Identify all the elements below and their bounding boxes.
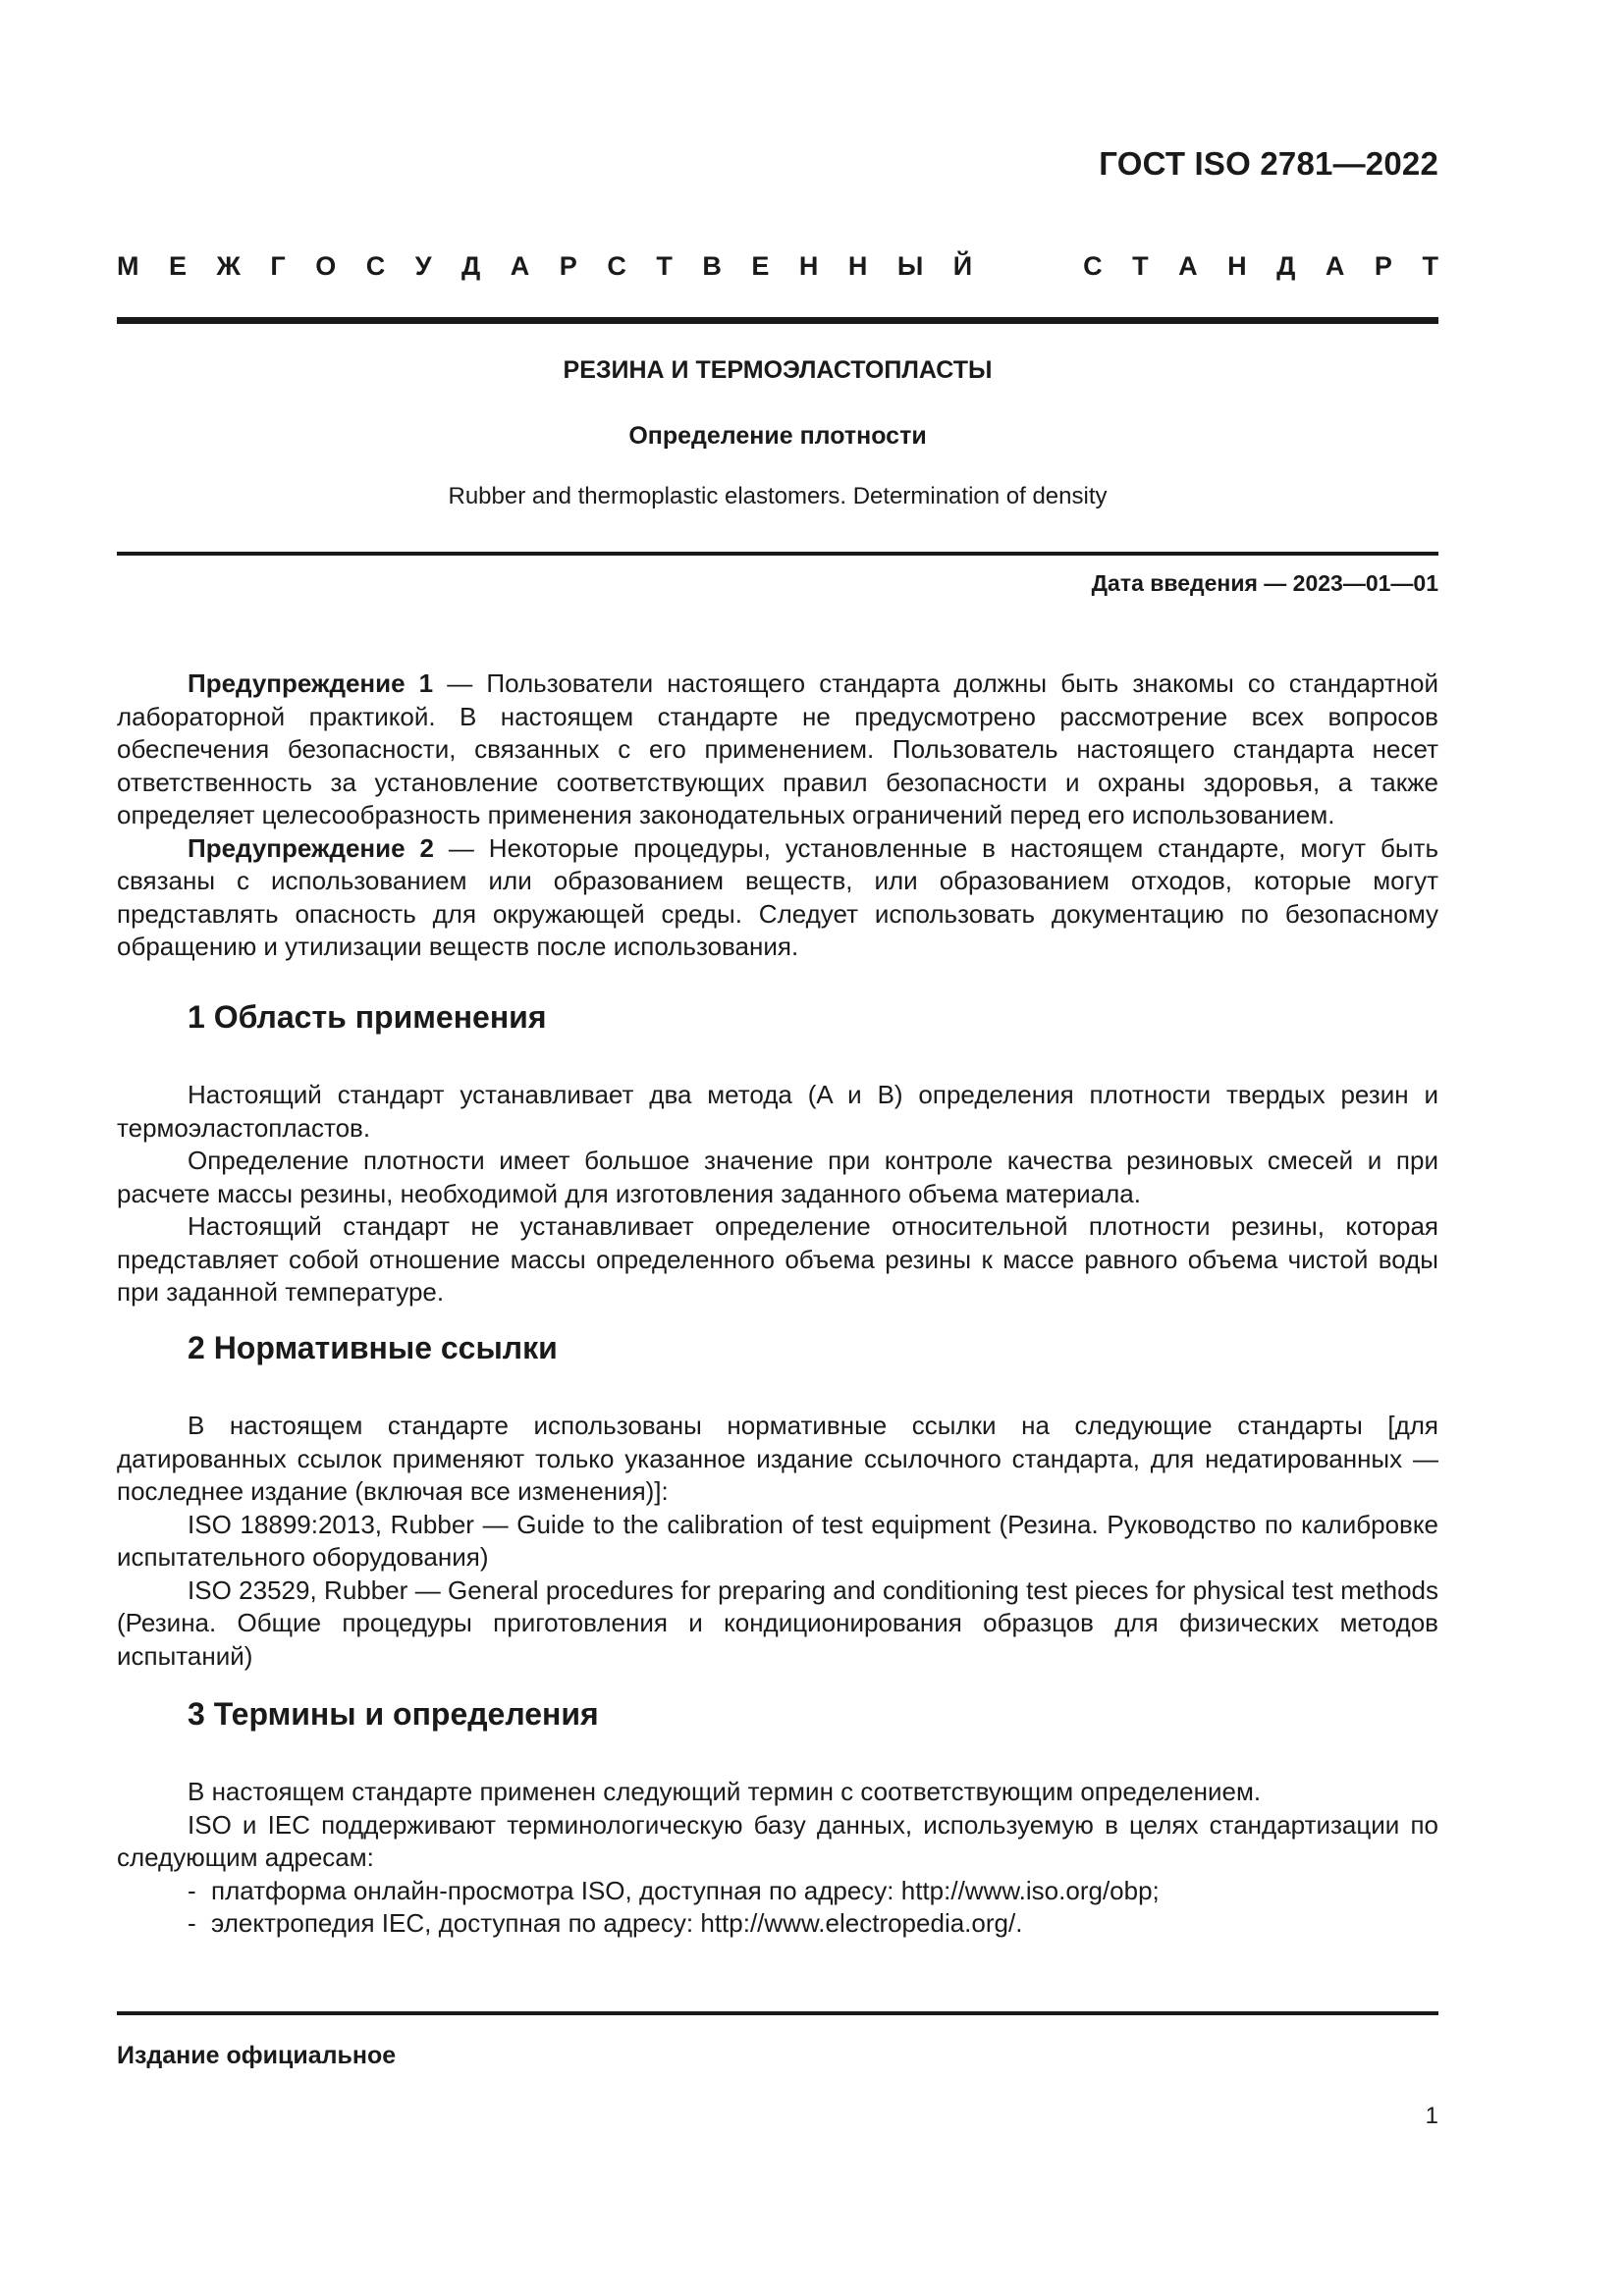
banner-letter: М: [117, 251, 139, 281]
document-page: [117, 0, 1438, 2296]
section-1-heading: 1 Область применения: [188, 999, 547, 1035]
banner-letter: А: [1325, 251, 1345, 281]
banner-letter: Ы: [896, 251, 924, 281]
section-2-body: [117, 1410, 1438, 1673]
banner-letter: С: [1083, 251, 1103, 281]
banner-letter: А: [510, 251, 530, 281]
section-3-body: [117, 1776, 1438, 1941]
banner-letter: В: [702, 251, 722, 281]
document-number: ГОСТ ISO 2781—2022: [1099, 145, 1438, 182]
terminology-database-list: [117, 1875, 1438, 1941]
title-divider: [117, 552, 1438, 556]
introduction-date: Дата введения — 2023—01—01: [1091, 570, 1438, 596]
banner-letter: С: [365, 251, 386, 281]
banner-letter: Е: [169, 251, 188, 281]
banner-word-gap: [1002, 251, 1054, 282]
banner-letter: А: [1178, 251, 1198, 281]
interstate-standard-banner: [117, 251, 1438, 282]
standard-title-english: Rubber and thermoplastic elastomers. Determination of density: [448, 483, 1108, 509]
banner-letter: Е: [751, 251, 770, 281]
banner-letter: У: [414, 251, 432, 281]
banner-letter: Т: [656, 251, 673, 281]
standard-title: РЕЗИНА И ТЕРМОЭЛАСТОПЛАСТЫ: [563, 356, 993, 384]
header-divider: [117, 317, 1438, 324]
warning-2: [117, 832, 1438, 964]
banner-letter: Й: [952, 251, 973, 281]
normative-reference-iso-18899: ISO 18899:2013, Rubber — Guide to the calibration of test equipment (Резина. Руководство по калибровке испытательного оборудования): [117, 1509, 1438, 1572]
normative-reference-iso-23529: ISO 23529, Rubber — General procedures for preparing and conditioning test pieces for physical test methods (Резина. Общие процедуры приготовления и кондиционирования образцов для физических методов испытаний): [117, 1575, 1438, 1671]
banner-letter: Т: [1422, 251, 1438, 281]
warning-2-lead: Предупреждение 2: [188, 832, 434, 863]
banner-letter: Д: [1276, 251, 1296, 281]
section-1-paragraph: Определение плотности имеет большое значение при контроле качества резиновых смесей и при расчете массы резины, необходимой для изготовления заданного объема материала.: [117, 1146, 1438, 1208]
banner-letter: С: [607, 251, 626, 281]
banner-letter: Н: [1227, 251, 1247, 281]
section-1-paragraph: Настоящий стандарт не устанавливает определение относительной плотности резины, которая представляет собой отношение массы определенного объема резины к массе равного объема чистой воды при заданной температуре.: [117, 1211, 1438, 1307]
section-2-paragraph: В настоящем стандарте использованы нормативные ссылки на следующие стандарты [для датированных ссылок применяют только указанное издание ссылочного стандарта, для недатированных — последнее издание (включая все изменения)]:: [117, 1411, 1438, 1506]
section-1-paragraph: Настоящий стандарт устанавливает два метода (A и B) определения плотности твердых резин и термоэластопластов.: [117, 1080, 1438, 1143]
list-item: [117, 1907, 1438, 1941]
banner-letter: Н: [798, 251, 819, 281]
official-edition-label: Издание официальное: [117, 2042, 397, 2069]
section-3-paragraph: В настоящем стандарте применен следующий термин с соответствующим определением.: [188, 1777, 1262, 1806]
list-bullet: -: [188, 1908, 196, 1938]
warnings-block: [117, 667, 1438, 964]
list-item-text: электропедия IEC, доступная по адресу: http://www.electropedia.org/.: [211, 1908, 1023, 1938]
banner-letter: Ж: [216, 251, 241, 281]
banner-letter: Д: [461, 251, 481, 281]
list-item: [117, 1875, 1438, 1908]
warning-2-text: — Некоторые процедуры, установленные в настоящем стандарте, могут быть связаны с использованием или образованием веществ, или образованием отходов, которые могут представлять опасность для окружающей среды. Следует использовать документацию по безопасному обращению и утилизации веществ после использования.: [117, 832, 1438, 961]
section-3-paragraph: ISO и IEC поддерживают терминологическую базу данных, используемую в целях стандартизации по следующим адресам:: [117, 1809, 1438, 1872]
standard-subtitle: Определение плотности: [628, 422, 927, 450]
banner-letter: Т: [1132, 251, 1149, 281]
banner-letter: Н: [847, 251, 868, 281]
warning-1-text: — Пользователи настоящего стандарта должны быть знакомы со стандартной лабораторной практикой. В настоящем стандарте не предусмотрено рассмотрение всех вопросов обеспечения безопасности, связанных с его применением. Пользователь настоящего стандарта несет ответственность за установление соответствующих правил безопасности и охраны здоровья, а также определяет целесообразность применения законодательных ограничений перед его использованием.: [117, 668, 1439, 829]
banner-letter: Р: [1374, 251, 1392, 281]
warning-1-lead: Предупреждение 1: [188, 668, 434, 698]
list-item-text: платформа онлайн-просмотра ISO, доступная по адресу: http://www.iso.org/obp;: [211, 1875, 1160, 1905]
warning-1: [117, 667, 1438, 832]
page-number: 1: [1425, 2103, 1438, 2129]
banner-letter: Г: [270, 251, 286, 281]
banner-letter: Р: [559, 251, 577, 281]
list-bullet: -: [188, 1875, 196, 1905]
footer-divider: [117, 2011, 1438, 2015]
banner-letter: О: [315, 251, 337, 281]
section-3-heading: 3 Термины и определения: [188, 1696, 599, 1732]
section-1-body: [117, 1079, 1438, 1309]
section-2-heading: 2 Нормативные ссылки: [188, 1330, 558, 1365]
